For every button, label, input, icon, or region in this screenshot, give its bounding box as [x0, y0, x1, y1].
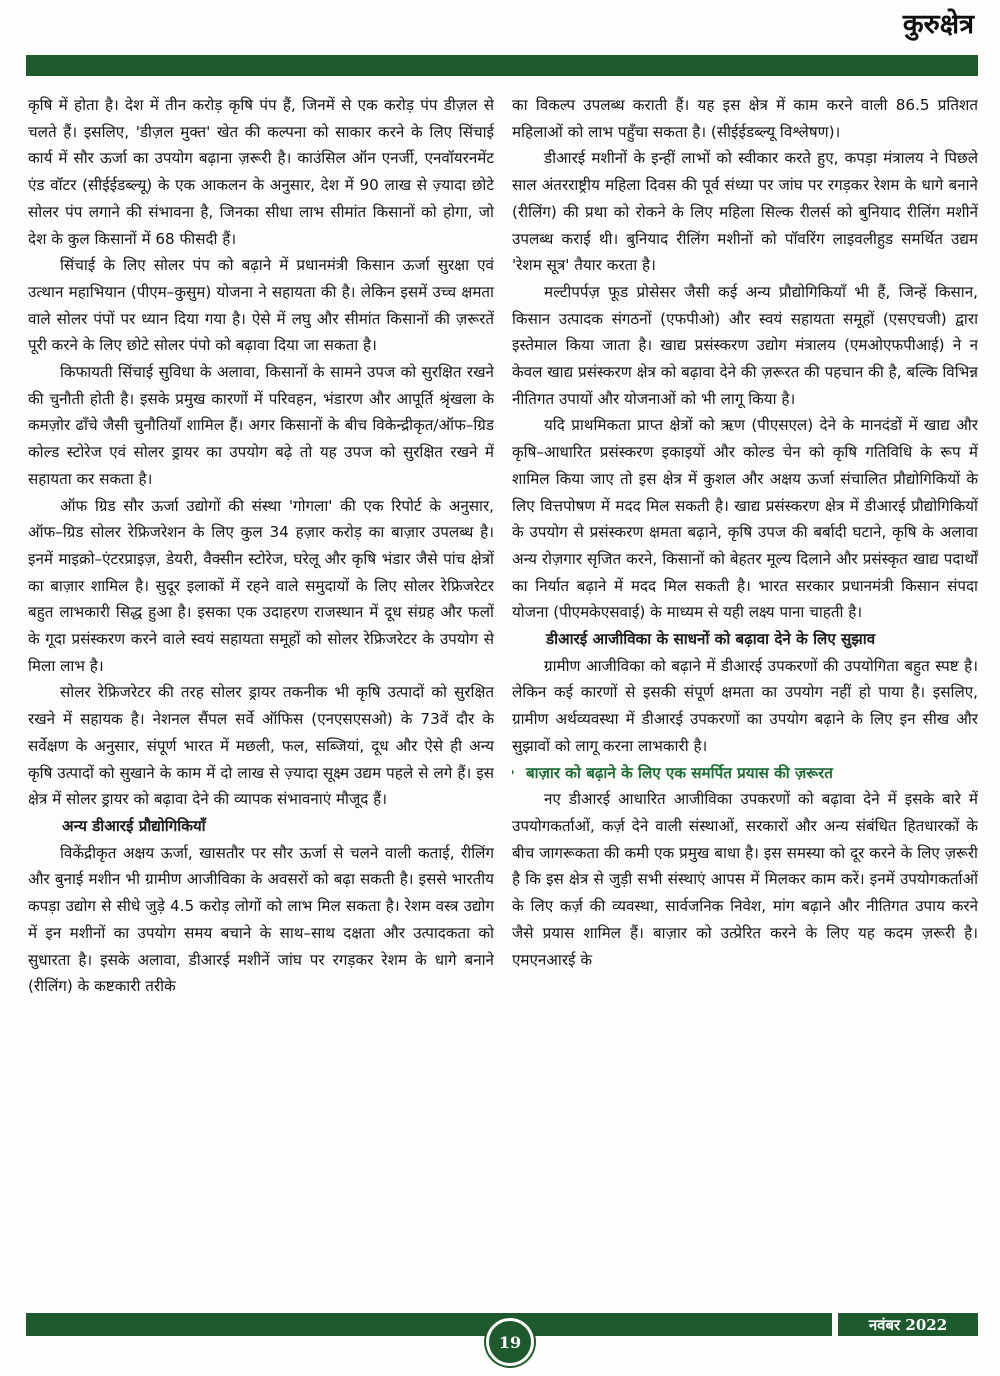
- footer-bar-left: [26, 1313, 832, 1336]
- paragraph: का विकल्प उपलब्ध कराती हैं। यह इस क्षेत्र में काम करने वाली 86.5 प्रतिशत महिलाओं को लाभ पहुँचा सकता है। (सीईईडब्ल्यू विश्लेषण)।: [512, 96, 978, 141]
- paragraph: ऑफ ग्रिड सौर ऊर्जा उद्योगों की संस्था 'गोगला' की एक रिपोर्ट के अनुसार, ऑफ–ग्रिड सोलर रेफ्रिजरेशन के लिए कुल 34 हज़ार करोड़ का बाज़ार उपलब्ध है। इनमें माइक्रो–एंटरप्राइज़, डेयरी, वैक्सीन स्टोरेज, घरेलू और कृषि भंडार जैसे पांच क्षेत्रों का बाज़ार शामिल है। सुदूर इलाकों में रहने वाले समुदायों के लिए सोलर रेफ्रिजरेटर बहुत लाभकारी सिद्ध हुआ है। इसका एक उदाहरण राजस्थान में दूध संग्रह और फलों के गूदा प्रसंस्करण करने वाले स्वयं सहायता समूहों को सोलर रेफ्रिजरेटर के उपयोग से मिला लाभ है।: [28, 496, 494, 675]
- paragraph: डीआरई मशीनों के इन्हीं लाभों को स्वीकार करते हुए, कपड़ा मंत्रालय ने पिछले साल अंतरराष्ट्रीय महिला दिवस की पूर्व संध्या पर जांघ पर रगड़कर रेशम के धागे बनाने (रीलिंग) की प्रथा को रोकने के लिए महिला सिल्क रीलर्स को बुनियाद रीलिंग मशीनें उपलब्ध कराई थी। बुनियाद रीलिंग मशीनों को पॉवरिंग लाइवलीहुड समर्थित उद्यम 'रेशम सूत्र' तैयार करता है।: [512, 149, 978, 275]
- paragraph: सोलर रेफ्रिजरेटर की तरह सोलर ड्रायर तकनीक भी कृषि उत्पादों को सुरक्षित रखने में सहायक है। नेशनल सैंपल सर्वे ऑफिस (एनएसएसओ) के 73वें दौर के सर्वेक्षण के अनुसार, संपूर्ण भारत में मछली, फल, सब्जियां, दूध और ऐसे ही अन्य कृषि उत्पादों को सुखाने के काम में दो लाख से ज़्यादा सूक्ष्म उद्यम पहले से लगे हैं। इस क्षेत्र में सोलर ड्रायर को बढ़ावा देने की व्यापक संभावनाएं मौजूद हैं।: [28, 683, 494, 809]
- section-heading: अन्य डीआरई प्रौद्योगिकियाँ: [62, 816, 206, 835]
- paragraph: सिंचाई के लिए सोलर पंप को बढ़ाने में प्रधानमंत्री किसान ऊर्जा सुरक्षा एवं उत्थान महाभियान (पीएम–कुसुम) योजना ने सहायता की है। लेकिन इसमें उच्च क्षमता वाले सोलर पंपों पर ध्यान दिया गया है। ऐसे में लघु और सीमांत किसानों की ज़रूरतें पूरी करने के लिए छोटे सोलर पंपो को बढ़ावा दिया जा सकता है।: [28, 256, 494, 355]
- page-number: 19: [486, 1318, 534, 1366]
- header-bar: [26, 55, 978, 76]
- right-column: [512, 92, 978, 1300]
- issue-date: नवंबर 2022: [832, 1313, 978, 1336]
- magazine-title: कुरुक्षेत्र: [902, 9, 974, 40]
- paragraph: नए डीआरई आधारित आजीविका उपकरणों को बढ़ावा देने में इसके बारे में उपयोगकर्ताओं, कर्ज़ देने वाली संस्थाओं, सरकारों और अन्य संबंधित हितधारकों के बीच जागरूकता की कमी एक प्रमुख बाधा है। इस समस्या को दूर करने के लिए ज़रूरी है कि इस क्षेत्र से जुड़ी सभी संस्थाएं आपस में मिलकर काम करें। इनमें उपयोगकर्ताओं के लिए कर्ज़ की व्यवस्था, सार्वजनिक निवेश, मांग बढ़ाने और नीतिगत उपाय करने जैसे प्रयास शामिल हैं। बाज़ार को उत्प्रेरित करने के लिए यह कदम ज़रूरी है। एमएनआरई के: [512, 790, 978, 969]
- paragraph: मल्टीपर्पज़ फूड प्रोसेसर जैसी कई अन्य प्रौद्योगिकियाँ भी हैं, जिन्हें किसान, किसान उत्पादक संगठनों (एफपीओ) और स्वयं सहायता समूहों (एसएचजी) द्वारा इस्तेमाल किया जाता है। खाद्य प्रसंस्करण उद्योग मंत्रालय (एमओएफपीआई) ने न केवल खाद्य प्रसंस्करण क्षेत्र को बढ़ावा देने की ज़रूरत की पहचान की है, बल्कि विभिन्न नीतिगत उपायों और योजनाओं को भी लागू किया है।: [512, 282, 978, 408]
- paragraph: विकेंद्रीकृत अक्षय ऊर्जा, खासतौर पर सौर ऊर्जा से चलने वाली कताई, रीलिंग और बुनाई मशीन भी ग्रामीण आजीविका के अवसरों को बढ़ा सकती है। इससे भारतीय कपड़ा उद्योग से सीधे जुड़े 4.5 करोड़ लोगों को लाभ मिल सकता है। रेशम वस्त्र उद्योग में इन मशीनों का उपयोग समय बचाने के साथ–साथ दक्षता और उत्पादकता को सुधारता है। इसके अलावा, डीआरई मशीनें जांघ पर रगड़कर रेशम के धागे बनाने (रीलिंग) के कष्टकारी तरीके: [28, 843, 494, 996]
- paragraph: किफायती सिंचाई सुविधा के अलावा, किसानों के सामने उपज को सुरक्षित रखने की चुनौती होती है। इसके प्रमुख कारणों में परिवहन, भंडारण और आपूर्ति श्रृंखला के कमज़ोर ढाँचे जैसी चुनौतियाँ शामिल हैं। अगर किसानों के बीच विकेन्द्रीकृत/ऑफ–ग्रिड कोल्ड स्टोरेज एवं सोलर ड्रायर का उपयोग बढ़े तो यह उपज को सुरक्षित रखने में सहायता कर सकता है।: [28, 363, 494, 488]
- paragraph: ग्रामीण आजीविका को बढ़ाने में डीआरई उपकरणों की उपयोगिता बहुत स्पष्ट है। लेकिन कई कारणों से इसकी संपूर्ण क्षमता का उपयोग नहीं हो पाया है। इसलिए, ग्रामीण अर्थव्यवस्था में डीआरई उपकरणों का उपयोग बढ़ाने के लिए इन सीख और सुझावों को लागू करना लाभकारी है।: [512, 656, 978, 755]
- left-column: [28, 92, 494, 1300]
- paragraph: यदि प्राथमिकता प्राप्त क्षेत्रों को ऋण (पीएसएल) देने के मानदंडों में खाद्य और कृषि–आधारित प्रसंस्करण इकाइयों और कोल्ड चेन को कृषि गतिविधि के रूप में शामिल किया जाए तो इस क्षेत्र में कुशल और अक्षय ऊर्जा संचालित प्रौद्योगिकियों के लिए वित्तपोषण में मदद मिल सकती है। खाद्य प्रसंस्करण क्षेत्र में डीआरई प्रौद्योगिकियों के उपयोग से प्रसंस्करण क्षमता बढ़ाने, कृषि उपज की बर्बादी घटाने, कृषि के अलावा अन्य रोज़गार सृजित करने, किसानों को बेहतर मूल्य दिलाने और प्रसंस्कृत खाद्य पदार्थों का निर्यात बढ़ाने में मदद मिल सकती है। भारत सरकार प्रधानमंत्री किसान संपदा योजना (पीएमकेएसवाई) के माध्यम से यही लक्ष्य पाना चाहती है।: [512, 416, 978, 622]
- bullet-heading: • बाज़ार को बढ़ाने के लिए एक समर्पित प्रयास की ज़रूरत: [512, 760, 978, 787]
- paragraph: कृषि में होता है। देश में तीन करोड़ कृषि पंप हैं, जिनमें से एक करोड़ पंप डीज़ल से चलते हैं। इसलिए, 'डीज़ल मुक्त' खेत की कल्पना को साकार करने के लिए सिंचाई कार्य में सौर ऊर्जा का उपयोग बढ़ाना ज़रूरी है। काउंसिल ऑन एनर्जी, एनवॉयरनमेंट एंड वॉटर (सीईईडब्ल्यू) के एक आकलन के अनुसार, देश में 90 लाख से ज़्यादा छोटे सोलर पंप लगाने की संभावना है, जिनका सीधा लाभ सीमांत किसानों को होगा, जो देश के कुल किसानों में 68 फीसदी हैं।: [28, 96, 494, 248]
- section-heading: डीआरई आजीविका के साधनों को बढ़ावा देने के लिए सुझाव: [546, 630, 876, 649]
- article-body: [28, 92, 978, 1300]
